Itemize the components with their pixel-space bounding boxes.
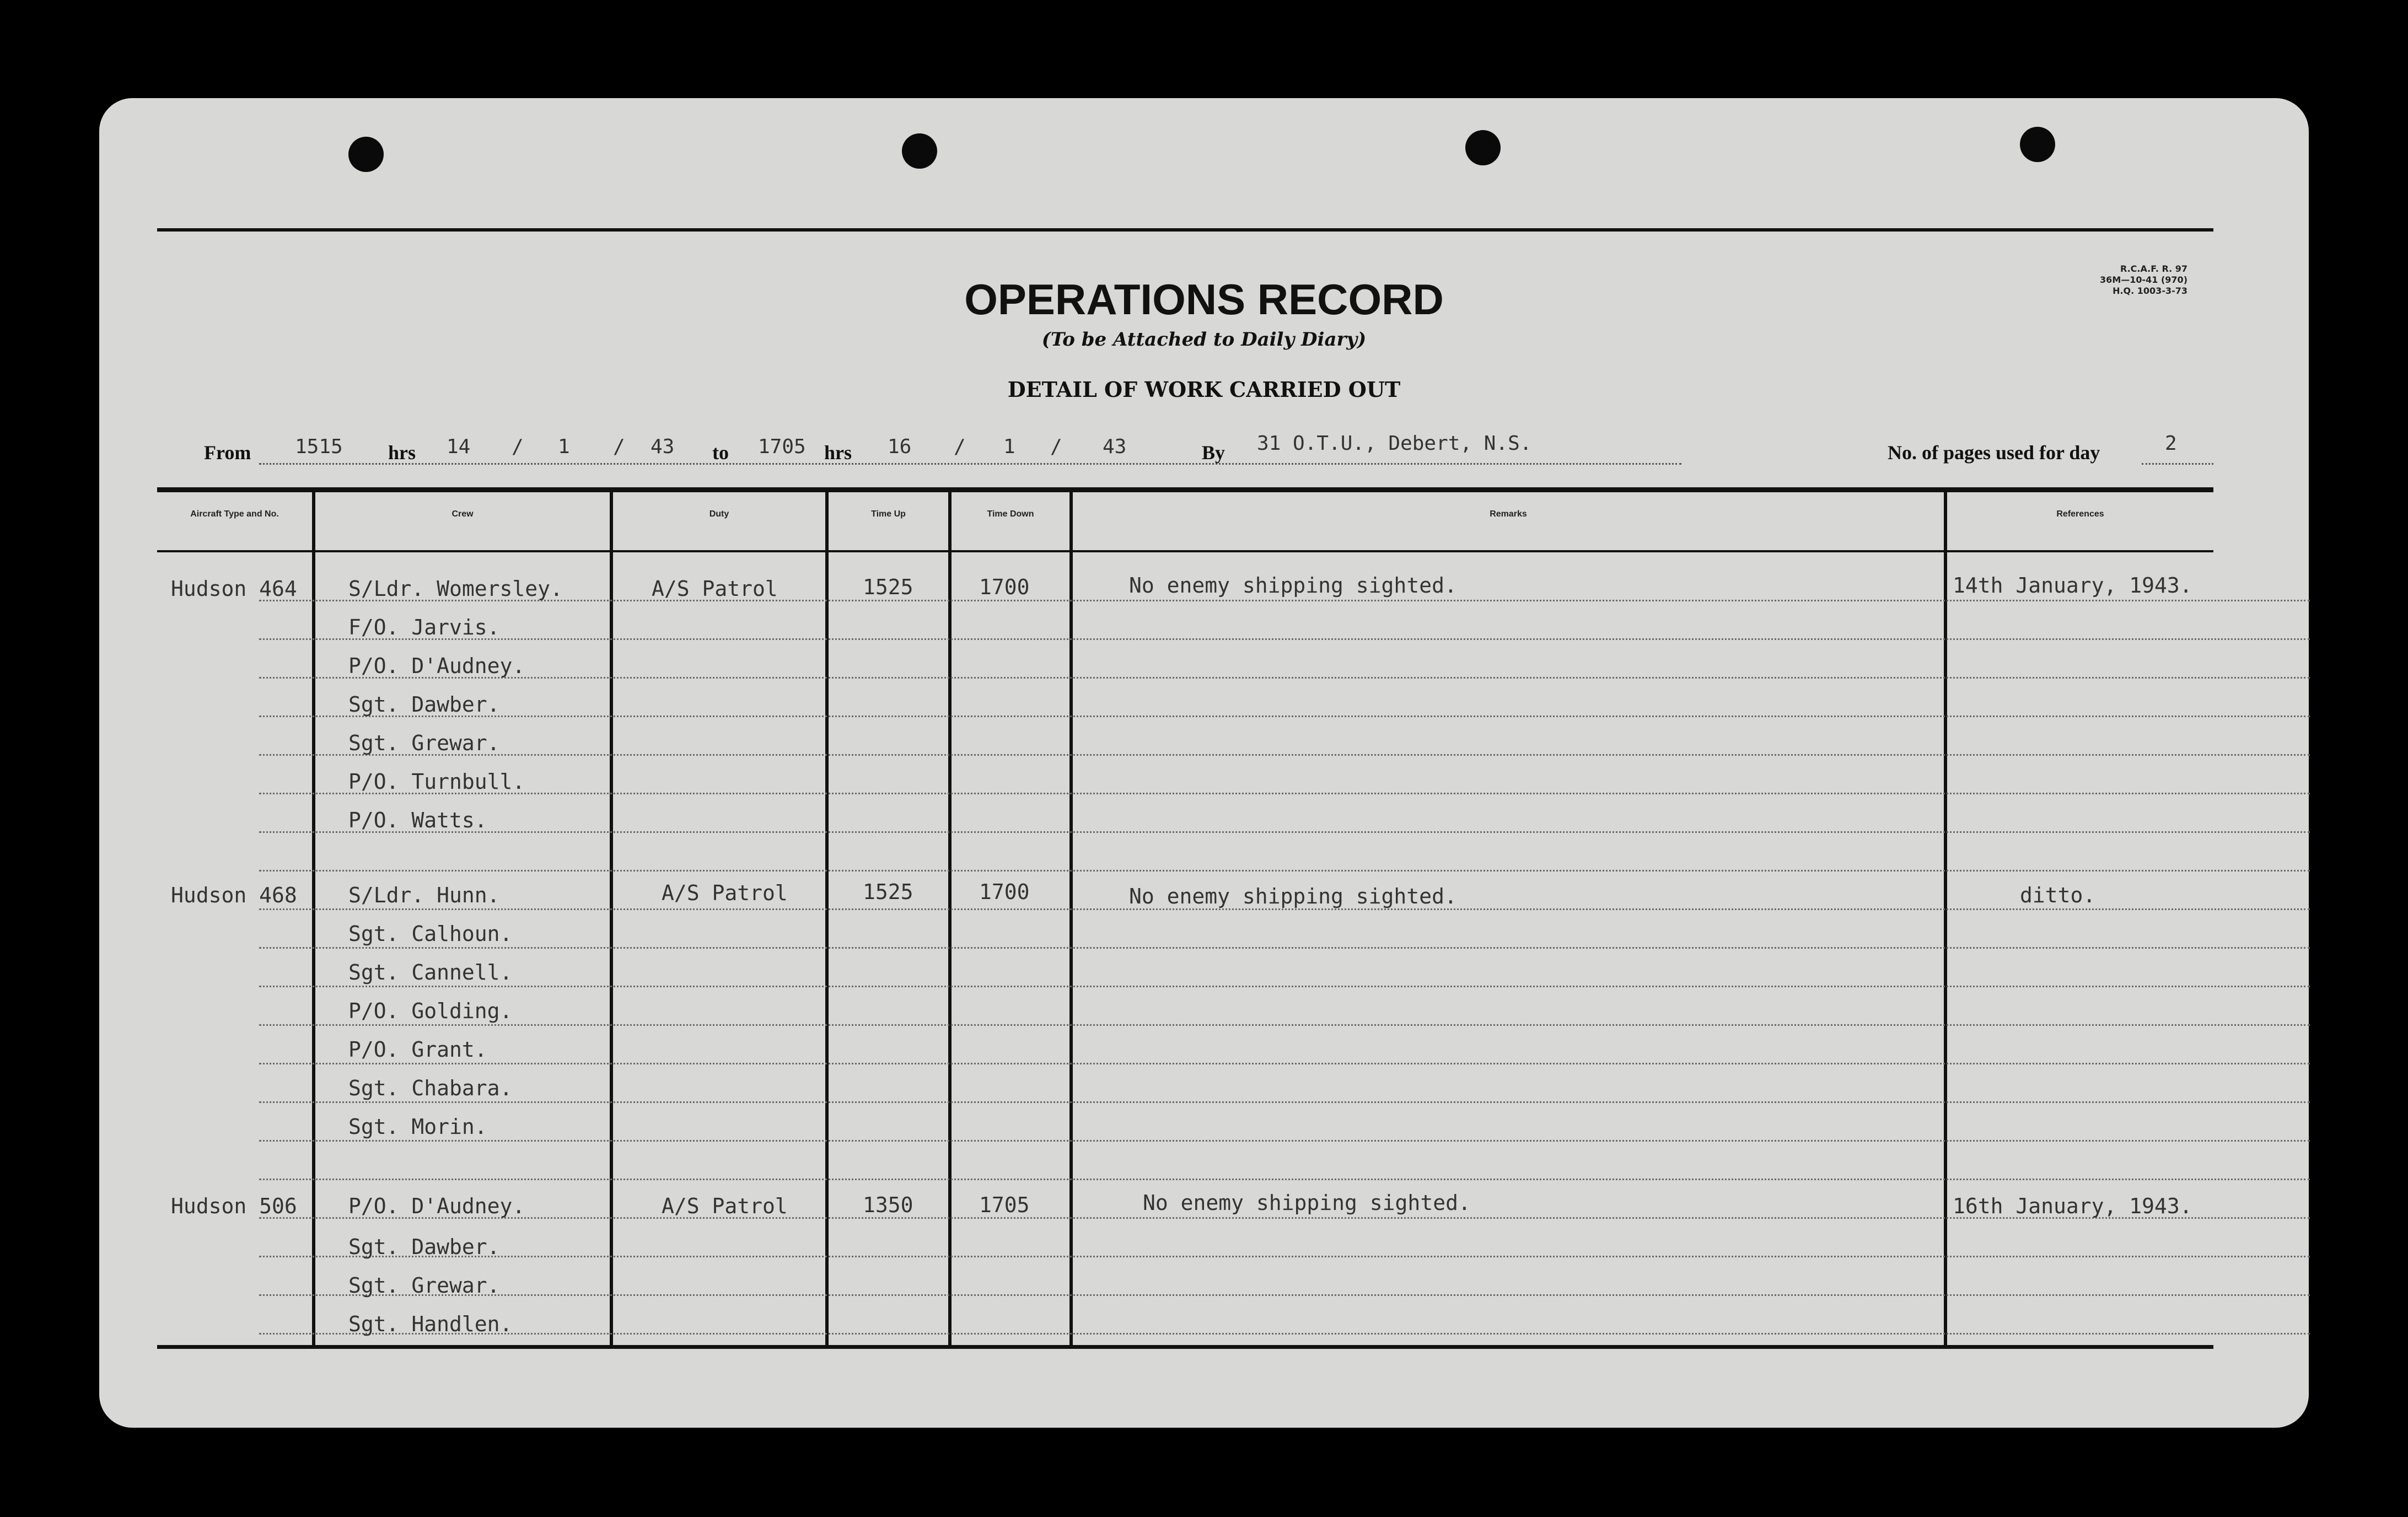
date-separator: / [613,435,625,458]
date-separator: / [512,435,524,458]
operations-record-card [99,98,2309,1428]
crew-member: Sgt. Handlen. [348,1312,513,1336]
table-bottom-rule [157,1345,2213,1349]
time-down-cell: 1700 [979,575,1030,599]
by-label: By [1202,442,1226,464]
duty-cell: A/S Patrol [652,577,778,601]
col-header-aircraft: Aircraft Type and No. [190,509,279,519]
col-header-time-up: Time Up [871,509,906,519]
to-label: to [712,442,729,464]
duty-cell: A/S Patrol [662,1194,788,1218]
crew-member: S/Ldr. Hunn. [348,883,500,907]
from-label: From [204,442,251,464]
remarks-cell: No enemy shipping sighted. [1129,573,1457,598]
pages-count: 2 [2165,432,2177,455]
crew-member: Sgt. Calhoun. [348,922,513,946]
crew-member: Sgt. Dawber. [348,692,500,717]
reference-cell: 16th January, 1943. [1953,1194,2192,1218]
header-bottom-rule [157,550,2213,552]
date-separator: / [954,435,966,458]
remarks-cell: No enemy shipping sighted. [1129,884,1457,908]
col-header-crew: Crew [452,509,474,519]
crew-member: P/O. D'Audney. [348,1194,525,1218]
crew-member: Sgt. Grewar. [348,731,500,755]
crew-member: Sgt. Cannell. [348,960,513,985]
punch-hole-3 [1465,130,1501,165]
table-top-rule [157,487,2213,492]
col-header-time-down: Time Down [987,509,1034,519]
punch-hole-4 [2020,127,2055,162]
crew-member: P/O. Turnbull. [348,770,525,794]
time-down-cell: 1705 [979,1193,1030,1217]
from-time: 1515 [295,435,343,458]
top-rule [157,228,2213,232]
hrs-label: hrs [824,442,852,464]
crew-member: Sgt. Dawber. [348,1235,500,1259]
reference-cell: ditto. [2020,883,2096,907]
form-code-line: R.C.A.F. R. 97 [2120,263,2187,274]
hrs-label: hrs [388,442,416,464]
form-code-line: 36M—10-41 (970) [2100,275,2187,285]
crew-member: Sgt. Grewar. [348,1273,500,1298]
crew-member: P/O. Watts. [348,808,487,832]
crew-member: F/O. Jarvis. [348,615,500,639]
time-down-cell: 1700 [979,880,1030,904]
crew-member: S/Ldr. Womersley. [348,577,563,601]
form-code [2100,263,2187,297]
section-heading: DETAIL OF WORK CARRIED OUT [1007,377,1401,402]
time-up-cell: 1350 [863,1193,913,1217]
col-header-references: References [2056,509,2104,519]
aircraft-cell: Hudson 464 [171,577,297,601]
duty-cell: A/S Patrol [662,881,788,905]
crew-member: P/O. Grant. [348,1037,487,1062]
form-code-line: H.Q. 1003-3-73 [2113,286,2187,296]
aircraft-cell: Hudson 506 [171,1194,297,1218]
unit-name: 31 O.T.U., Debert, N.S. [1257,432,1532,455]
crew-member: Sgt. Morin. [348,1115,487,1139]
crew-member: Sgt. Chabara. [348,1076,513,1100]
to-month: 1 [1003,435,1015,458]
to-year: 43 [1103,435,1127,458]
punch-hole-2 [902,133,937,169]
page-subtitle: (To be Attached to Daily Diary) [1041,329,1367,351]
from-year: 43 [651,435,675,458]
time-up-cell: 1525 [863,575,913,599]
crew-member: P/O. D'Audney. [348,654,525,678]
crew-member: P/O. Golding. [348,999,513,1023]
aircraft-cell: Hudson 468 [171,883,297,907]
date-separator: / [1050,435,1062,458]
col-header-remarks: Remarks [1490,509,1527,519]
from-month: 1 [558,435,570,458]
col-header-duty: Duty [709,509,729,519]
pages-label: No. of pages used for day [1888,442,2100,464]
to-day: 16 [888,435,912,458]
remarks-cell: No enemy shipping sighted. [1143,1191,1471,1215]
from-day: 14 [447,435,471,458]
to-time: 1705 [758,435,806,458]
time-up-cell: 1525 [863,880,913,904]
page-title: OPERATIONS RECORD [964,275,1444,324]
reference-cell: 14th January, 1943. [1953,573,2192,598]
punch-hole-1 [348,137,384,172]
